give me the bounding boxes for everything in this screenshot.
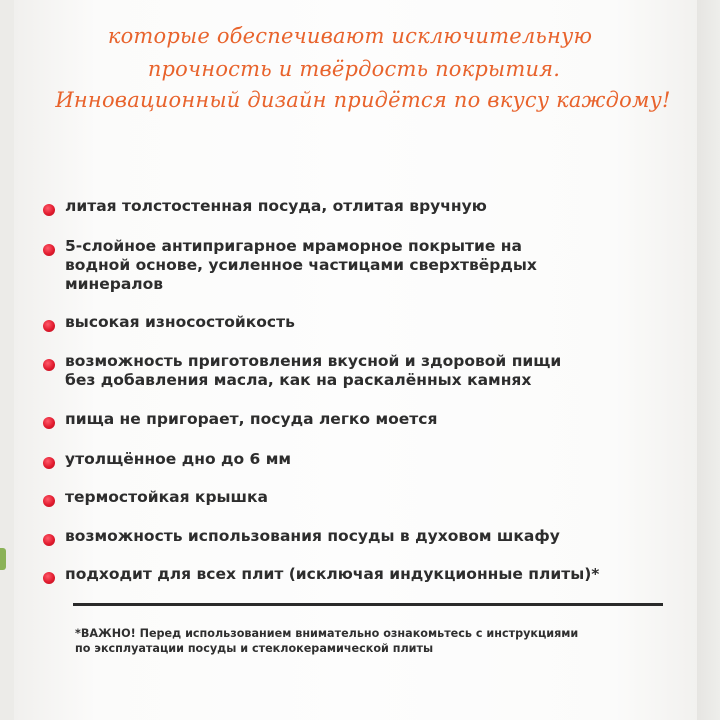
bullet-dot-icon <box>43 320 55 332</box>
feature-text: литая толстостенная посуда, отлитая вручную <box>65 197 487 215</box>
bullet-dot-icon <box>43 572 55 584</box>
feature-text: высокая износостойкость <box>65 313 295 331</box>
divider-rule <box>73 603 663 606</box>
feature-text: термостойкая крышка <box>65 488 268 506</box>
feature-text: 5-слойное антипригарное мраморное покрытие на водной основе, усиленное частицами сверхтвёрдых минералов <box>65 237 537 293</box>
important-note: *ВАЖНО! Перед использованием внимательно ознакомьтесь с инструкциями по эксплуатации посуды и стеклокерамической плиты <box>75 627 579 655</box>
bullet-dot-icon <box>43 417 55 429</box>
slogan-line-2: прочность и твёрдость покрытия. <box>147 57 561 81</box>
bullet-dot-icon <box>43 534 55 546</box>
bullet-dot-icon <box>43 204 55 216</box>
slogan-line-1: которые обеспечивают исключительную <box>107 24 593 48</box>
feature-text: возможность использования посуды в духовом шкафу <box>65 527 560 545</box>
feature-text: возможность приготовления вкусной и здоровой пищи без добавления масла, как на раскалённых камнях <box>65 352 562 389</box>
bullet-dot-icon <box>43 457 55 469</box>
bullet-dot-icon <box>43 359 55 371</box>
bullet-dot-icon <box>43 495 55 507</box>
feature-text: утолщённое дно до 6 мм <box>65 450 292 468</box>
feature-text: подходит для всех плит (исключая индукционные плиты)* <box>65 565 600 583</box>
feature-text: пища не пригорает, посуда легко моется <box>65 410 438 428</box>
slogan-line-3: Инновационный дизайн придётся по вкусу каждому! <box>55 88 671 112</box>
bullet-dot-icon <box>43 244 55 256</box>
